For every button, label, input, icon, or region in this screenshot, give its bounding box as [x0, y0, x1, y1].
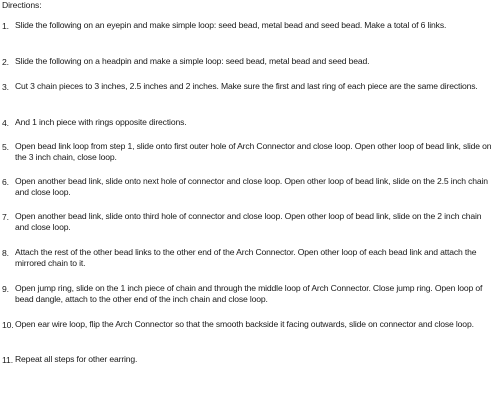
- step-text: Open ear wire loop, flip the Arch Connector so that the smooth backside it facing outwards, slide on connector and close loop.: [15, 319, 474, 329]
- step-text: Slide the following on a headpin and make a simple loop: seed bead, metal bead and seed bead.: [15, 56, 370, 66]
- step-number: 6.: [2, 177, 9, 187]
- step-text: Attach the rest of the other bead links to the other end of the Arch Connector. Open other loop of each bead link and attach the mirrored chain to it.: [15, 247, 477, 268]
- step-text: Slide the following on an eyepin and make simple loop: seed bead, metal bead and seed bead. Make a total of 6 links.: [15, 20, 447, 30]
- step-number: 9.: [2, 284, 9, 294]
- step-number: 5.: [2, 142, 9, 152]
- step-number: 11.: [2, 355, 14, 365]
- step-text: Open another bead link, slide onto third hole of connector and close loop. Open other loop of bead link, slide on the 2 inch chain and close loop.: [15, 211, 482, 232]
- step-number: 7.: [2, 212, 9, 222]
- step-number: 10.: [2, 320, 14, 330]
- directions-heading: Directions:: [2, 0, 42, 10]
- step-text: Repeat all steps for other earring.: [15, 354, 138, 364]
- step-number: 8.: [2, 248, 9, 258]
- step-text: And 1 inch piece with rings opposite directions.: [15, 117, 187, 127]
- step-number: 1.: [2, 21, 9, 31]
- step-number: 4.: [2, 118, 9, 128]
- step-number: 3.: [2, 82, 9, 92]
- step-text: Open bead link loop from step 1, slide onto first outer hole of Arch Connector and close loop. Open other loop of bead link, slide on the 3 inch chain, close loop.: [15, 141, 492, 162]
- step-text: Open jump ring, slide on the 1 inch piece of chain and through the middle loop of Arch Connector. Close jump ring. Open loop of bead dangle, attach to the other end of the inch chain and close loop.: [15, 283, 483, 304]
- step-number: 2.: [2, 57, 9, 67]
- step-text: Open another bead link, slide onto next hole of connector and close loop. Open other loop of bead link, slide on the 2.5 inch chain and close loop.: [15, 176, 488, 197]
- step-text: Cut 3 chain pieces to 3 inches, 2.5 inches and 2 inches. Make sure the first and last ring of each piece are the same directions.: [15, 81, 478, 91]
